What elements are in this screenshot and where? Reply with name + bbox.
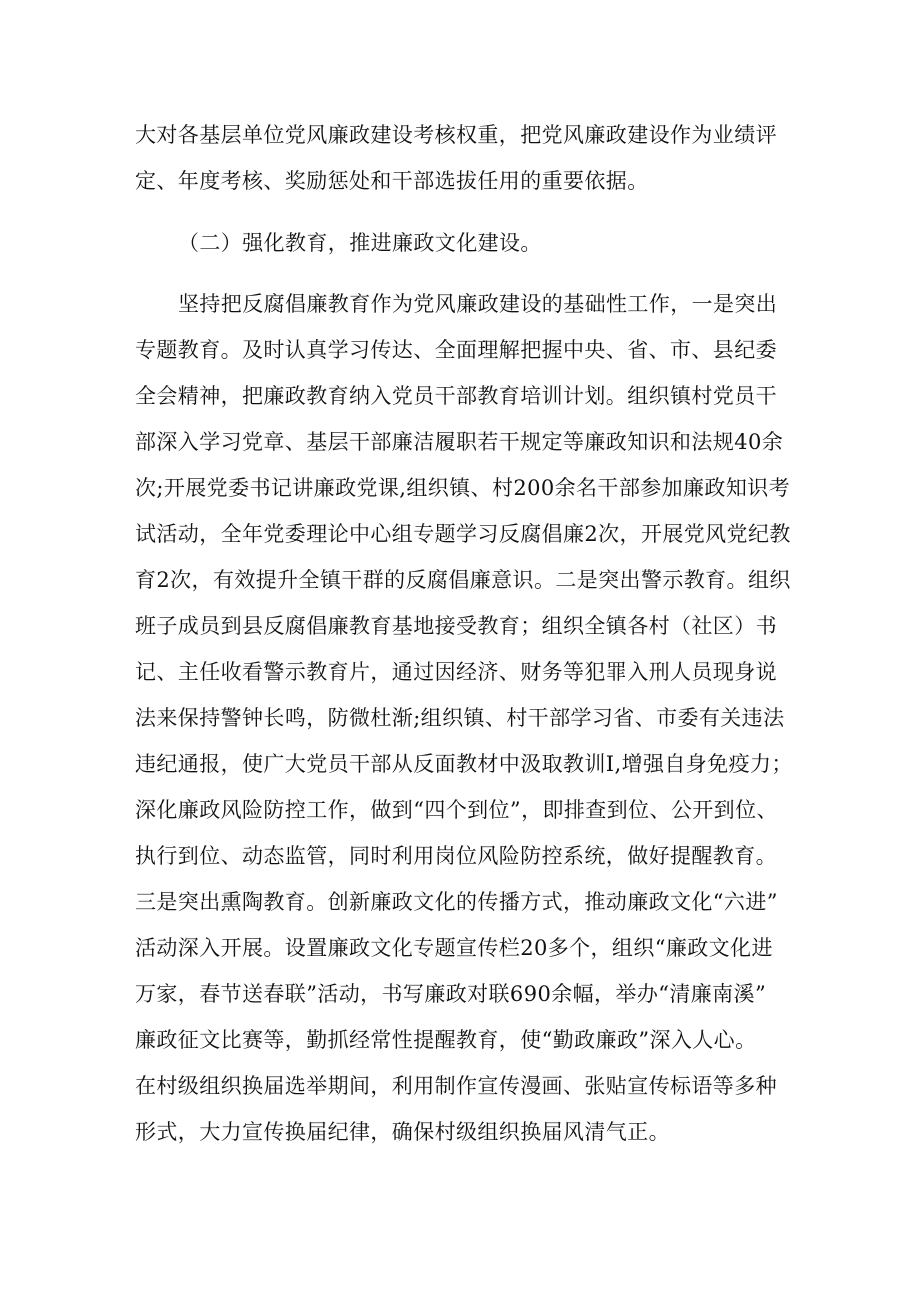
paragraph-line-8: 班子成员到县反腐倡廉教育基地接受教育；组织全镇各村（社区）书 (135, 614, 777, 638)
section-heading: （二）强化教育，推进廉政文化建设。 (178, 231, 542, 255)
paragraph-line-12: 深化廉政风险防控工作，做到“四个到位”，即排查到位、公开到位、 (135, 798, 778, 822)
paragraph-line-1: 坚持把反腐倡廉教育作为党风廉政建设的基础性工作，一是突出 (178, 292, 778, 316)
paragraph-line-15: 活动深入开展。设置廉政文化专题宣传栏20多个，组织“廉政文化进 (135, 936, 773, 960)
paragraph-line-11: 违纪通报，使广大党员干部从反面教材中汲取教训I,增强自身免疫力； (135, 752, 793, 776)
paragraph-line-4: 部深入学习党章、基层干部廉洁履职若干规定等廉政知识和法规40余 (135, 430, 784, 454)
paragraph-line-5: 次;开展党委书记讲廉政党课,组织镇、村200余名干部参加廉政知识考 (135, 476, 791, 500)
paragraph-line-7: 育2次，有效提升全镇干群的反腐倡廉意识。二是突出警示教育。组织 (135, 568, 791, 592)
continuation-line-1: 大对各基层单位党风廉政建设考核权重，把党风廉政建设作为业绩评 (135, 123, 777, 147)
continuation-line-2: 定、年度考核、奖励惩处和干部选拔任用的重要依据。 (135, 169, 649, 193)
paragraph-line-9: 记、主任收看警示教育片，通过因经济、财务等犯罪入刑人员现身说 (135, 660, 777, 684)
paragraph-line-16: 万家，春节送春联”活动，书写廉政对联690余幅，举办“清廉南溪” (135, 982, 767, 1006)
paragraph-line-17: 廉政征文比赛等，勤抓经常性提醒教育，使“勤政廉政”深入人心。 (135, 1028, 757, 1052)
paragraph-line-2: 专题教育。及时认真学习传达、全面理解把握中央、省、市、县纪委 (135, 338, 777, 362)
paragraph-line-14: 三是突出熏陶教育。创新廉政文化的传播方式，推动廉政文化“六进” (135, 890, 778, 914)
paragraph-line-19: 形式，大力宣传换届纪律，确保村级组织换届风清气正。 (135, 1120, 670, 1144)
paragraph-line-13: 执行到位、动态监管，同时利用岗位风险防控系统，做好提醒教育。 (135, 844, 777, 868)
paragraph-line-10: 法来保持警钟长鸣，防微杜渐;组织镇、村干部学习省、市委有关违法 (135, 706, 785, 730)
paragraph-line-6: 试活动，全年党委理论中心组专题学习反腐倡廉2次，开展党风党纪教 (135, 522, 791, 546)
paragraph-line-18: 在村级组织换届选举期间，利用制作宣传漫画、张贴宣传标语等多种 (135, 1074, 777, 1098)
paragraph-line-3: 全会精神，把廉政教育纳入党员干部教育培训计划。组织镇村党员干 (135, 384, 777, 408)
